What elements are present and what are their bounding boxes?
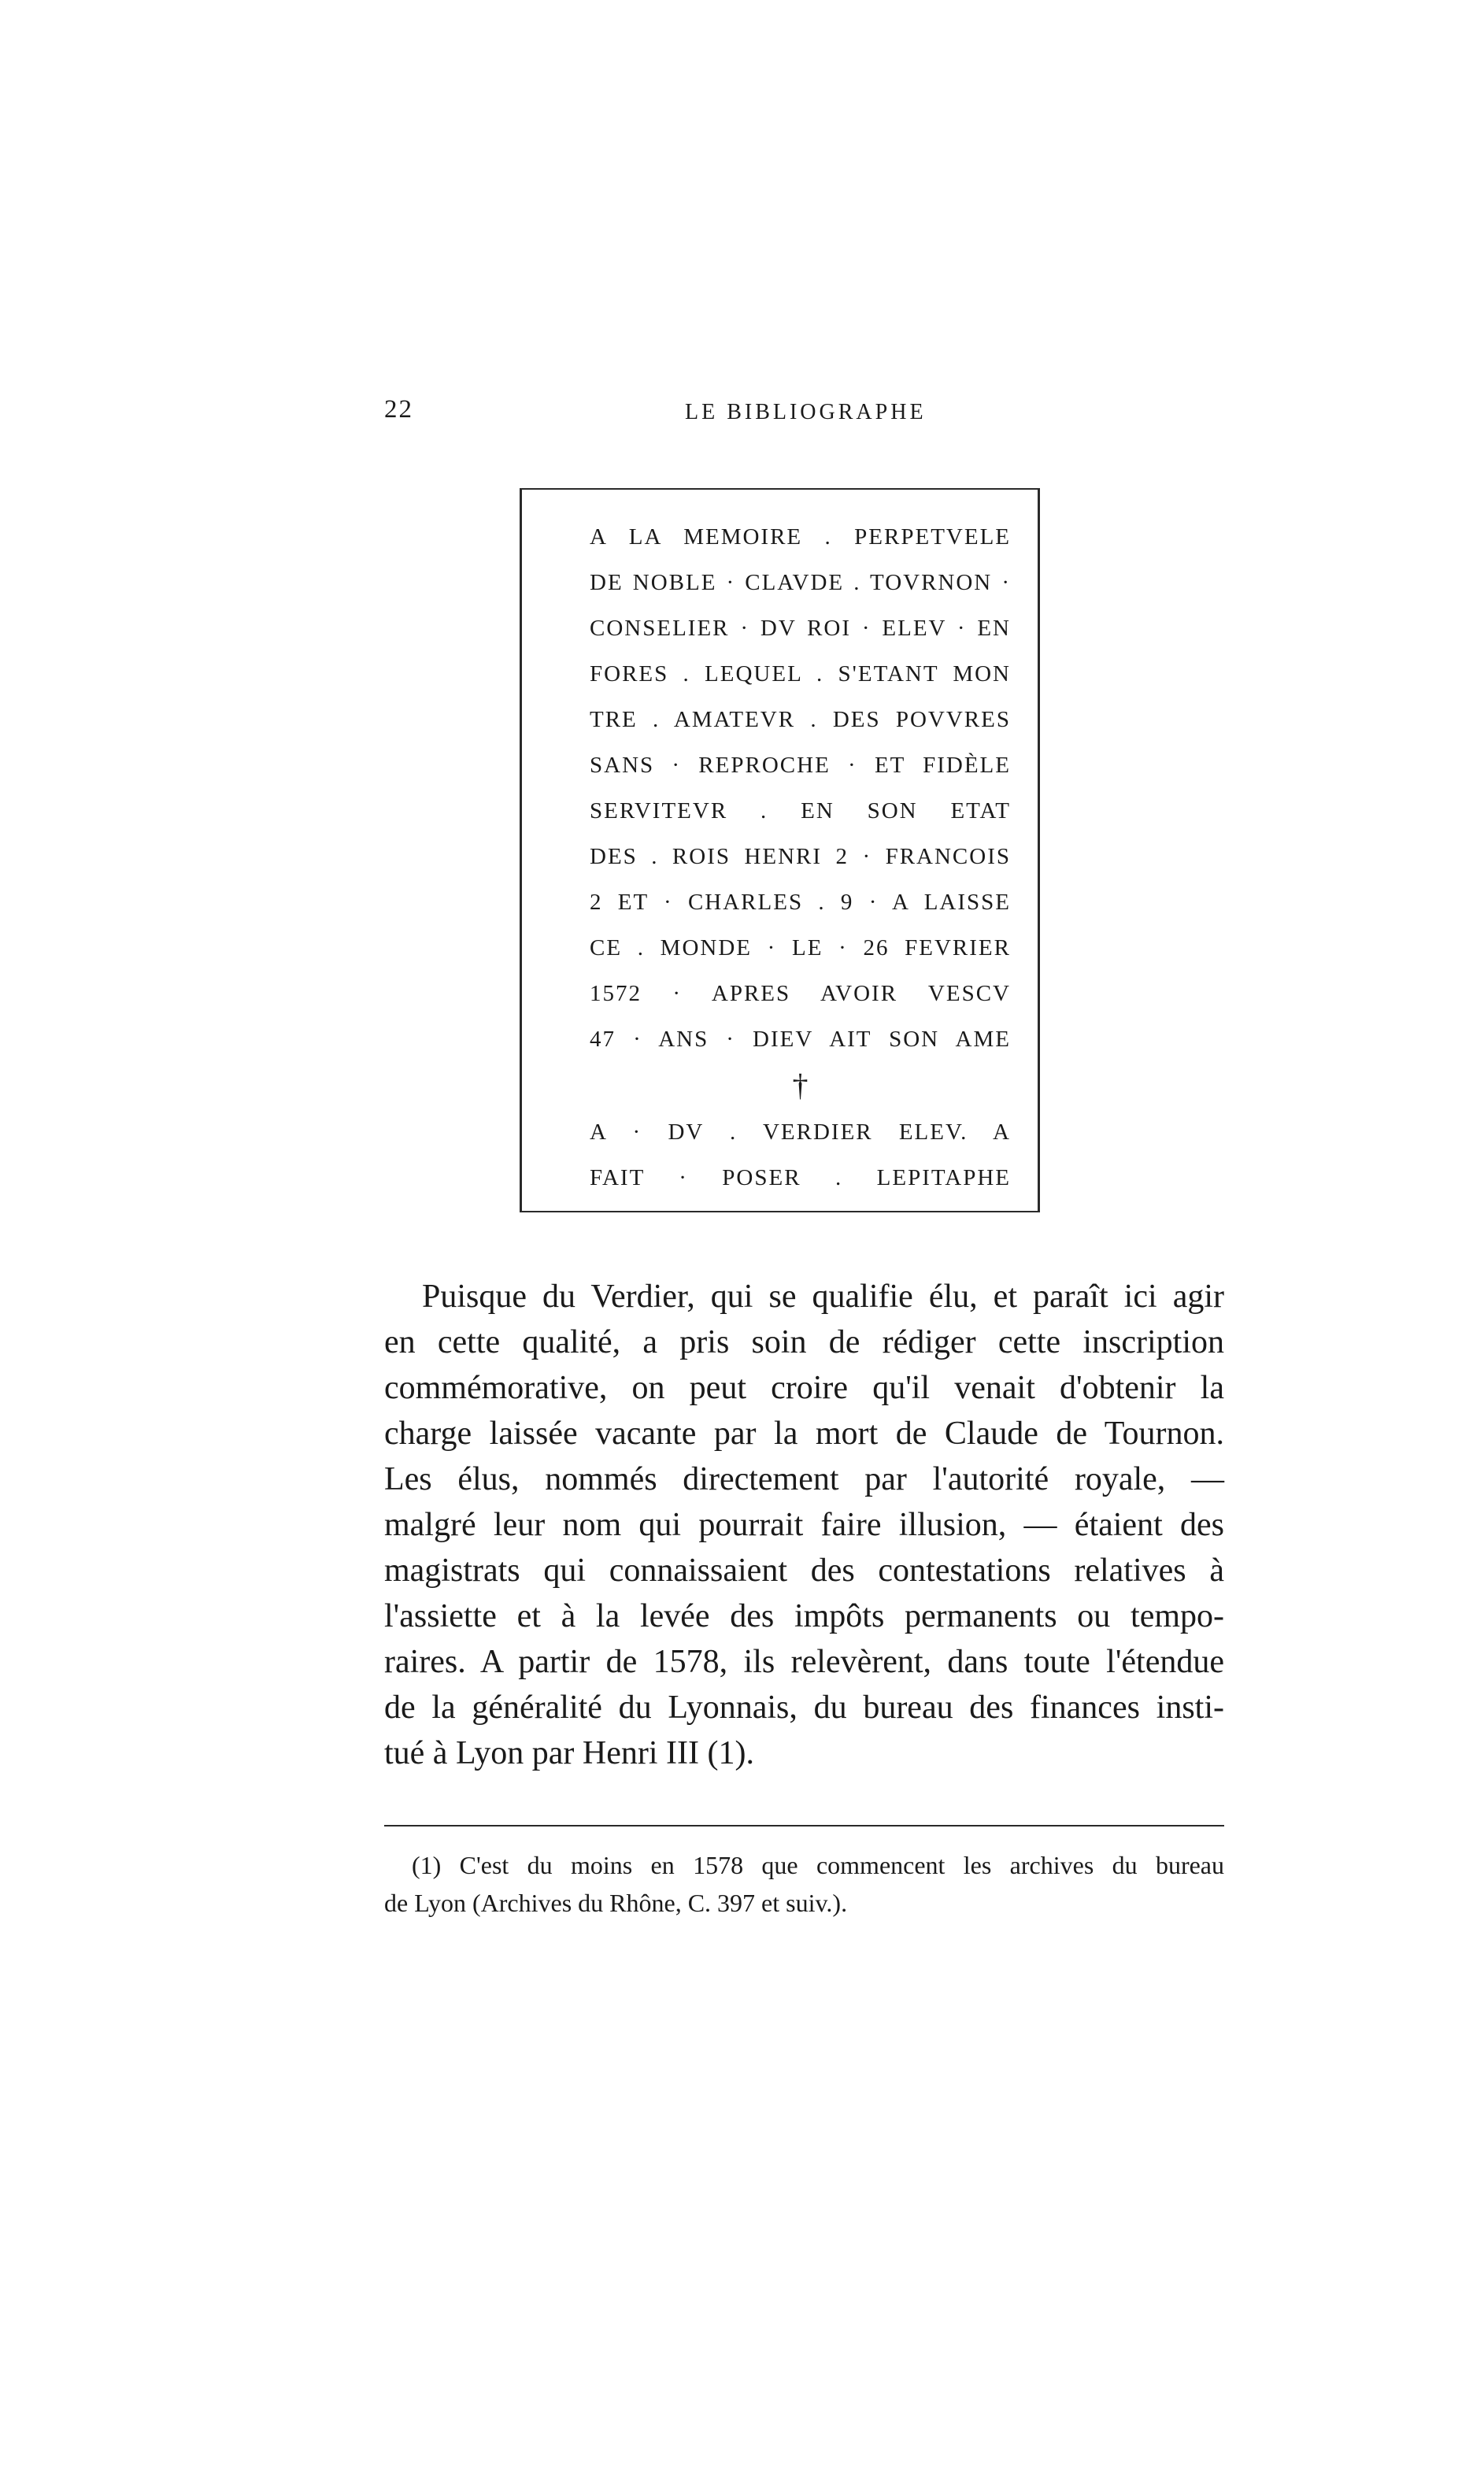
footnote-divider	[384, 1825, 1224, 1826]
inscription-line: 1572 · APRES AVOIR VESCV	[590, 981, 1011, 1006]
body-paragraph	[384, 1274, 1224, 1776]
body-line: tué à Lyon par Henri III (1).	[384, 1735, 754, 1771]
inscription-line: 47 · ANS · DIEV AIT SON AME	[590, 1027, 1011, 1052]
inscription-line: DES . ROIS HENRI 2 · FRANCOIS	[590, 844, 1011, 869]
inscription-line: SANS · REPROCHE · ET FIDÈLE	[590, 753, 1011, 778]
running-head: LE BIBLIOGRAPHE	[685, 400, 927, 424]
page-number: 22	[384, 395, 413, 424]
inscription-line: DE NOBLE · CLAVDE . TOVRNON ·	[590, 570, 1011, 595]
body-line: commémorative, on peut croire qu'il venait d'obtenir la	[384, 1370, 1224, 1406]
body-line: magistrats qui connaissaient des contestations relatives à	[384, 1553, 1224, 1589]
inscription-line: FORES . LEQUEL . S'ETANT MON	[590, 661, 1011, 687]
body-line: Puisque du Verdier, qui se qualifie élu, et paraît ici agir	[422, 1279, 1224, 1315]
epitaph-inscription-box	[520, 488, 1040, 1212]
inscription-line: CONSELIER · DV ROI · ELEV · EN	[590, 616, 1011, 641]
inscription-line: CE . MONDE · LE · 26 FEVRIER	[590, 935, 1011, 960]
inscription-line: 2 ET · CHARLES . 9 · A LAISSE	[590, 890, 1011, 915]
inscription-line: TRE . AMATEVR . DES POVVRES	[590, 707, 1011, 732]
footnote-line: (1) C'est du moins en 1578 que commencent les archives du bureau	[412, 1851, 1224, 1879]
body-line: Les élus, nommés directement par l'autorité royale, —	[384, 1461, 1224, 1497]
footnote-line: de Lyon (Archives du Rhône, C. 397 et suiv.).	[384, 1889, 848, 1917]
footnote	[384, 1846, 1224, 1922]
body-line: raires. A partir de 1578, ils relevèrent, dans toute l'étendue	[384, 1644, 1224, 1680]
inscription-closing-line: FAIT · POSER . LEPITAPHE	[590, 1165, 1011, 1190]
epitaph-inscription-text	[590, 514, 1011, 1201]
body-line: de la généralité du Lyonnais, du bureau des finances insti-	[384, 1690, 1224, 1726]
cross-icon: †	[792, 1068, 809, 1103]
body-line: charge laissée vacante par la mort de Claude de Tournon.	[384, 1416, 1224, 1452]
inscription-line: SERVITEVR . EN SON ETAT	[590, 798, 1011, 823]
body-line: en cette qualité, a pris soin de rédiger cette inscription	[384, 1324, 1224, 1360]
body-line: l'assiette et à la levée des impôts permanents ou tempo-	[384, 1598, 1224, 1634]
body-line: malgré leur nom qui pourrait faire illusion, — étaient des	[384, 1507, 1224, 1543]
inscription-line: A LA MEMOIRE . PERPETVELE	[590, 524, 1011, 550]
inscription-closing-line: A · DV . VERDIER ELEV. A	[590, 1120, 1011, 1145]
